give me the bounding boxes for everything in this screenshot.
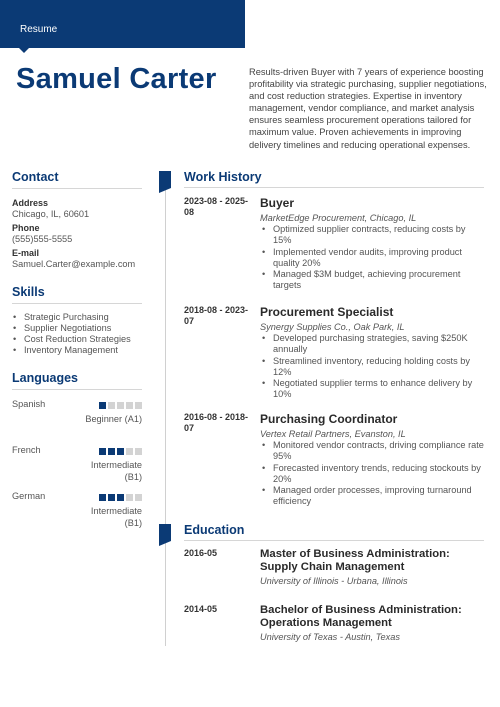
rating-square-empty — [108, 402, 115, 409]
education-school: University of Illinois - Urbana, Illinois — [260, 576, 408, 586]
language-name: Spanish — [12, 399, 46, 409]
job-bullets — [260, 333, 486, 401]
job-bullet: • Monitored vendor contracts, driving compliance rate 95% — [260, 440, 486, 463]
contact-divider — [12, 188, 142, 189]
email-value[interactable]: Samuel.Carter@example.com — [12, 259, 136, 269]
phone-value: (555)555-5555 — [12, 234, 73, 244]
skills-title: Skills — [12, 285, 45, 299]
education-school: University of Texas - Austin, Texas — [260, 632, 400, 642]
rating-square-filled — [117, 494, 124, 501]
rating-square-filled — [99, 448, 106, 455]
job-bullet: • Streamlined inventory, reducing holding costs by 12% — [260, 356, 486, 379]
rating-square-empty — [126, 448, 133, 455]
job-dates: 2016-08 - 2018-07 — [184, 412, 249, 433]
rating-square-empty — [117, 402, 124, 409]
rating-square-filled — [108, 448, 115, 455]
job-dates: 2023-08 - 2025-08 — [184, 196, 249, 217]
job-title: Buyer — [260, 196, 295, 210]
language-row — [12, 445, 142, 491]
job-dates: 2018-08 - 2023-07 — [184, 305, 249, 326]
education-date: 2016-05 — [184, 548, 218, 558]
languages-divider — [12, 389, 142, 390]
languages-section — [12, 371, 142, 537]
contact-title: Contact — [12, 170, 59, 184]
job-title: Procurement Specialist — [260, 305, 394, 319]
rating-square-empty — [135, 402, 142, 409]
rating-square-empty — [126, 402, 133, 409]
candidate-name: Samuel Carter — [16, 63, 217, 95]
education-title: Education — [184, 523, 245, 537]
professional-summary: Results-driven Buyer with 7 years of experience boosting profitability via strategic purchasing, supplier negotiations, and cost reduction strategies. Expertise in inventory management, vendor compliance, and market analysis ensures seamless procurement operations tailored for maximum value. Proven achievements in improving delivery timelines and reducing operational expenses. — [249, 67, 487, 150]
language-level: Intermediate (B1) — [90, 506, 142, 528]
job-bullet: • Forecasted inventory trends, reducing stockouts by 20% — [260, 463, 486, 486]
work-history-divider — [184, 187, 484, 188]
job-company: Synergy Supplies Co., Oak Park, IL — [260, 322, 405, 332]
languages-title: Languages — [12, 371, 78, 385]
education-degree: Master of Business Administration: Supply Chain Management — [260, 548, 450, 573]
language-row — [12, 491, 142, 537]
job-company: MarketEdge Procurement, Chicago, IL — [260, 213, 417, 223]
job-bullet: • Managed $3M budget, achieving procurement targets — [260, 269, 486, 292]
job-bullet: • Optimized supplier contracts, reducing costs by 15% — [260, 224, 486, 247]
rating-square-filled — [108, 494, 115, 501]
job-bullets — [260, 440, 486, 508]
phone-label: Phone — [12, 223, 40, 233]
rating-square-empty — [126, 494, 133, 501]
job-title: Purchasing Coordinator — [260, 412, 398, 426]
column-divider — [165, 176, 166, 646]
left-column — [12, 170, 142, 537]
language-rating-bar — [99, 402, 142, 409]
banner-notch — [19, 48, 29, 53]
skill-item: • Inventory Management — [12, 345, 142, 356]
contact-section — [12, 170, 142, 269]
email-label: E-mail — [12, 248, 40, 258]
education-marker — [159, 524, 171, 541]
resume-label: Resume — [20, 24, 58, 35]
address-label: Address — [12, 198, 49, 208]
job-bullet: • Negotiated supplier terms to enhance delivery by 10% — [260, 378, 486, 401]
rating-square-empty — [135, 448, 142, 455]
rating-square-filled — [117, 448, 124, 455]
rating-square-filled — [99, 402, 106, 409]
language-rating-bar — [99, 494, 142, 501]
skills-list — [12, 312, 142, 356]
rating-square-filled — [99, 494, 106, 501]
work-history-marker — [159, 171, 171, 188]
skills-section — [12, 285, 142, 356]
work-history-title: Work History — [184, 170, 262, 184]
job-bullets — [260, 224, 486, 292]
skill-item: • Cost Reduction Strategies — [12, 334, 142, 345]
job-bullet: • Implemented vendor audits, improving product quality 20% — [260, 247, 486, 270]
skills-divider — [12, 303, 142, 304]
language-row — [12, 399, 142, 445]
skill-item: • Strategic Purchasing — [12, 312, 142, 323]
language-name: German — [12, 491, 46, 501]
language-level: Beginner (A1) — [85, 414, 142, 424]
address-value: Chicago, IL, 60601 — [12, 209, 90, 219]
rating-square-empty — [135, 494, 142, 501]
language-level: Intermediate (B1) — [90, 460, 142, 482]
education-divider — [184, 540, 484, 541]
job-bullet: • Developed purchasing strategies, saving $250K annually — [260, 333, 486, 356]
header-banner — [0, 0, 245, 48]
education-degree: Bachelor of Business Administration: Operations Management — [260, 604, 462, 629]
language-name: French — [12, 445, 41, 455]
job-company: Vertex Retail Partners, Evanston, IL — [260, 429, 406, 439]
language-rating-bar — [99, 448, 142, 455]
education-date: 2014-05 — [184, 604, 218, 614]
skill-item: • Supplier Negotiations — [12, 323, 142, 334]
job-bullet: • Managed order processes, improving turnaround efficiency — [260, 485, 486, 508]
